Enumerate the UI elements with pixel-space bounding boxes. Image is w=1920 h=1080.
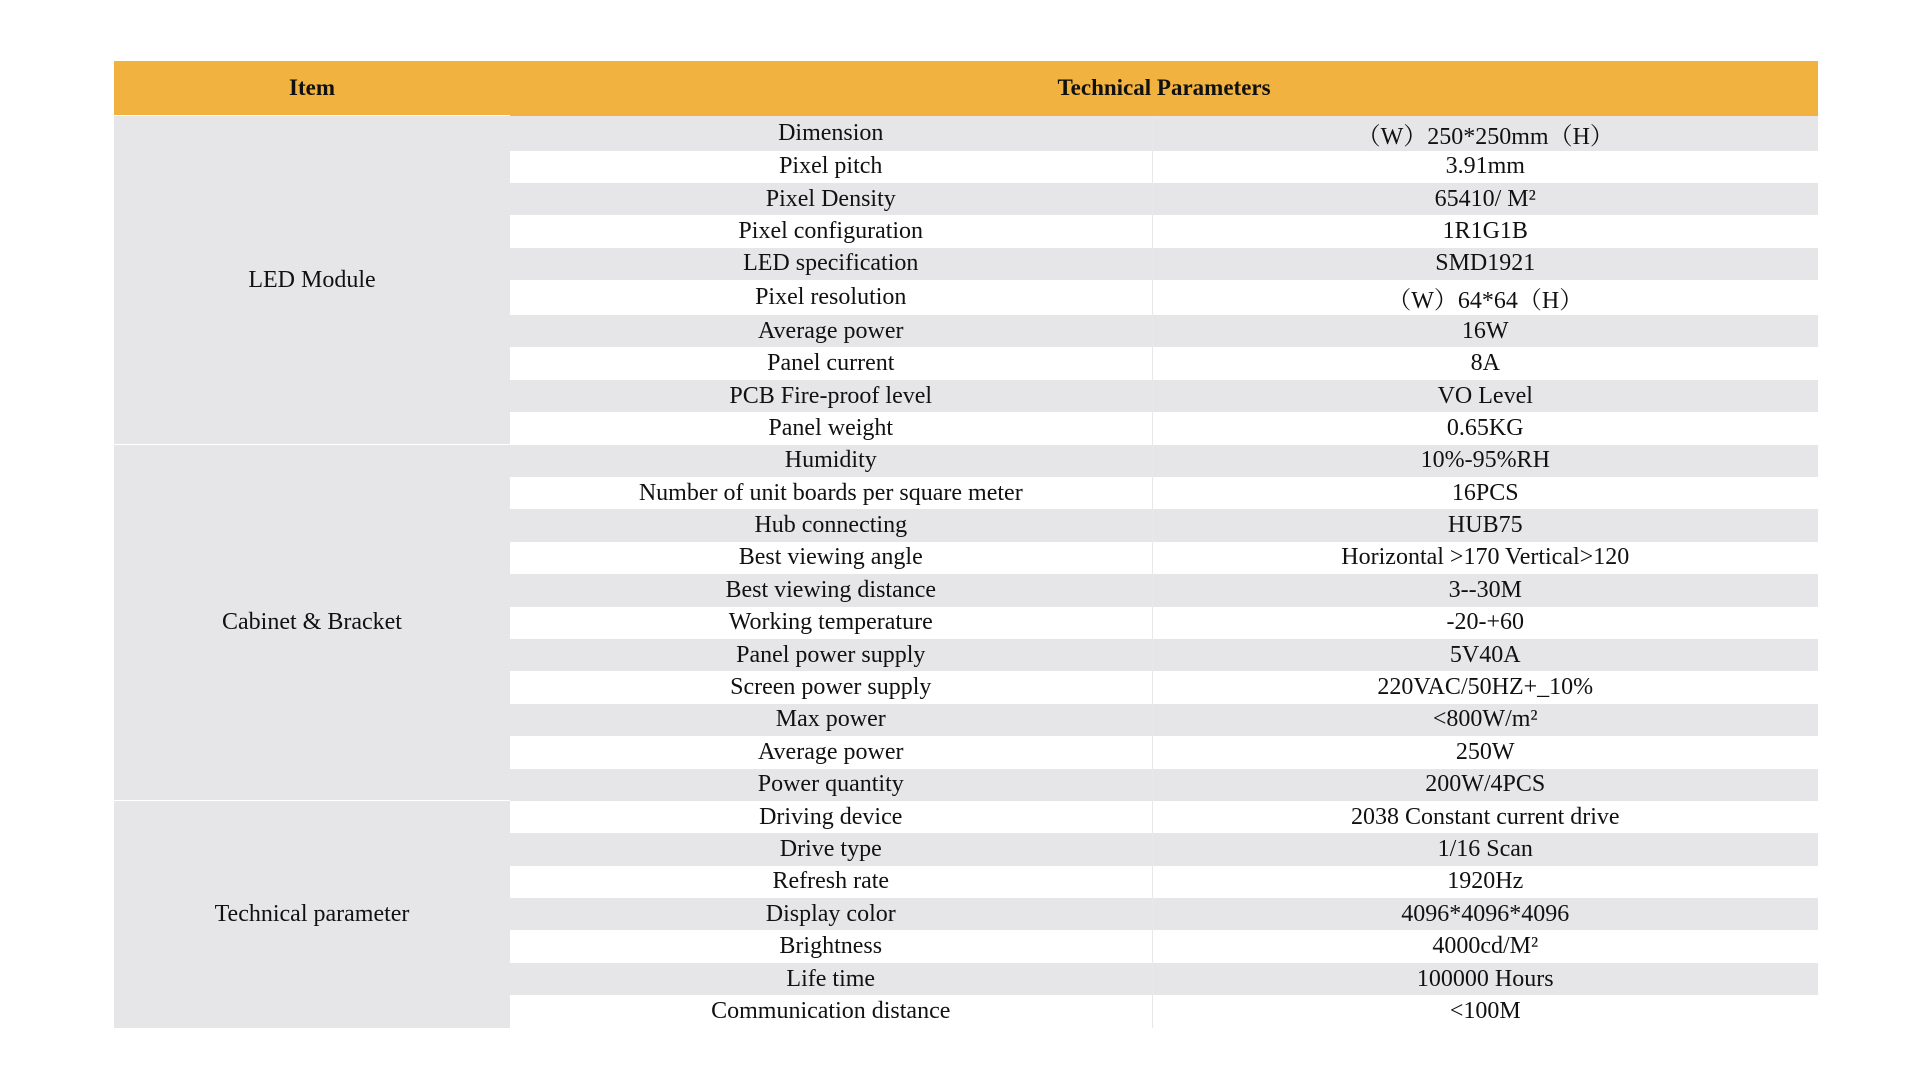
parameter-value: 16PCS	[1152, 477, 1818, 509]
parameter-value: VO Level	[1152, 380, 1818, 412]
parameter-name: Panel current	[510, 347, 1152, 379]
parameter-name: Pixel configuration	[510, 215, 1152, 247]
parameter-value: （W）64*64（H）	[1152, 280, 1818, 315]
parameter-name: Drive type	[510, 833, 1152, 865]
header-technical-parameters: Technical Parameters	[510, 61, 1818, 116]
spec-table	[114, 61, 1818, 1028]
parameter-value: 3.91mm	[1152, 151, 1818, 183]
table-row	[114, 801, 1818, 833]
parameter-name: Panel power supply	[510, 639, 1152, 671]
parameter-value: 10%-95%RH	[1152, 445, 1818, 477]
parameter-name: Best viewing angle	[510, 542, 1152, 574]
group-label: Technical parameter	[114, 801, 510, 1028]
parameter-value: 200W/4PCS	[1152, 769, 1818, 801]
parameter-value: 250W	[1152, 736, 1818, 768]
parameter-name: Average power	[510, 315, 1152, 347]
parameter-value: <800W/m²	[1152, 704, 1818, 736]
parameter-value: （W）250*250mm（H）	[1152, 116, 1818, 151]
parameter-name: Average power	[510, 736, 1152, 768]
parameter-name: Humidity	[510, 445, 1152, 477]
header-row	[114, 61, 1818, 116]
parameter-value: <100M	[1152, 995, 1818, 1027]
parameter-name: Brightness	[510, 930, 1152, 962]
parameter-value: 8A	[1152, 347, 1818, 379]
table-row	[114, 445, 1818, 477]
parameter-value: 5V40A	[1152, 639, 1818, 671]
parameter-value: 2038 Constant current drive	[1152, 801, 1818, 833]
parameter-value: 3--30M	[1152, 574, 1818, 606]
parameter-name: Number of unit boards per square meter	[510, 477, 1152, 509]
parameter-name: Pixel resolution	[510, 280, 1152, 315]
parameter-name: Panel weight	[510, 412, 1152, 444]
parameter-name: Refresh rate	[510, 866, 1152, 898]
parameter-value: -20-+60	[1152, 607, 1818, 639]
header-item: Item	[114, 61, 510, 116]
parameter-value: 0.65KG	[1152, 412, 1818, 444]
parameter-value: 1/16 Scan	[1152, 833, 1818, 865]
parameter-value: SMD1921	[1152, 248, 1818, 280]
parameter-name: Power quantity	[510, 769, 1152, 801]
parameter-value: 65410/ M²	[1152, 183, 1818, 215]
parameter-name: Pixel Density	[510, 183, 1152, 215]
parameter-value: 100000 Hours	[1152, 963, 1818, 995]
parameter-value: 16W	[1152, 315, 1818, 347]
parameter-name: Life time	[510, 963, 1152, 995]
parameter-name: Pixel pitch	[510, 151, 1152, 183]
parameter-name: Driving device	[510, 801, 1152, 833]
parameter-name: PCB Fire-proof level	[510, 380, 1152, 412]
parameter-name: Hub connecting	[510, 509, 1152, 541]
parameter-value: Horizontal >170 Vertical>120	[1152, 542, 1818, 574]
parameter-name: Max power	[510, 704, 1152, 736]
parameter-value: 4096*4096*4096	[1152, 898, 1818, 930]
parameter-name: Best viewing distance	[510, 574, 1152, 606]
parameter-value: 1R1G1B	[1152, 215, 1818, 247]
parameter-name: Screen power supply	[510, 671, 1152, 703]
parameter-value: 4000cd/M²	[1152, 930, 1818, 962]
parameter-value: HUB75	[1152, 509, 1818, 541]
parameter-name: LED specification	[510, 248, 1152, 280]
group-label: Cabinet & Bracket	[114, 445, 510, 801]
parameter-name: Dimension	[510, 116, 1152, 151]
parameter-name: Working temperature	[510, 607, 1152, 639]
parameter-name: Communication distance	[510, 995, 1152, 1027]
parameter-name: Display color	[510, 898, 1152, 930]
parameter-value: 220VAC/50HZ+_10%	[1152, 671, 1818, 703]
spec-body	[114, 116, 1818, 1028]
group-label: LED Module	[114, 116, 510, 445]
parameter-value: 1920Hz	[1152, 866, 1818, 898]
table-row	[114, 116, 1818, 151]
